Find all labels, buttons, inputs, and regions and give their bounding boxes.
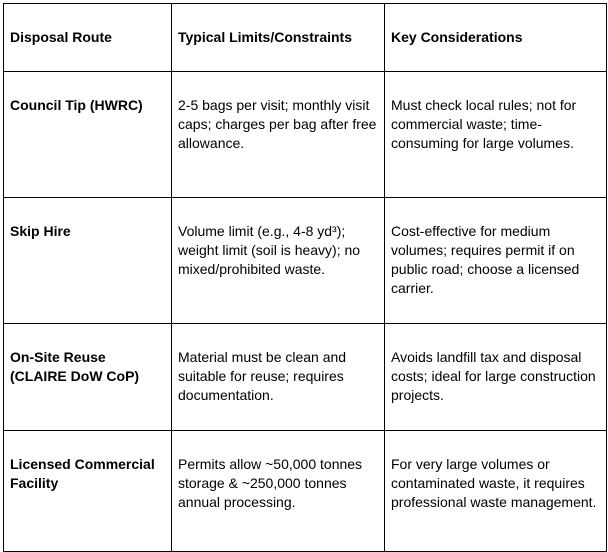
header-disposal-route: Disposal Route: [4, 4, 172, 72]
table-row: [4, 324, 607, 431]
header-typical-limits: Typical Limits/Constraints: [172, 4, 385, 72]
table-row: [4, 72, 607, 198]
table-row: [4, 198, 607, 324]
limits-cell: 2-5 bags per visit; monthly visit caps; charges per bag after free allowance.: [172, 72, 385, 198]
header-key-considerations: Key Considerations: [385, 4, 607, 72]
considerations-cell: Avoids landfill tax and disposal costs; ideal for large construction projects.: [385, 324, 607, 431]
route-cell: Skip Hire: [4, 198, 172, 324]
limits-cell: Volume limit (e.g., 4-8 yd³); weight limit (soil is heavy); no mixed/prohibited waste.: [172, 198, 385, 324]
disposal-routes-table: [3, 3, 607, 552]
limits-cell: Permits allow ~50,000 tonnes storage & ~250,000 tonnes annual processing.: [172, 431, 385, 552]
route-cell: Licensed Commercial Facility: [4, 431, 172, 552]
route-cell: On-Site Reuse (CLAIRE DoW CoP): [4, 324, 172, 431]
table-row: [4, 431, 607, 552]
considerations-cell: Must check local rules; not for commercial waste; time-consuming for large volumes.: [385, 72, 607, 198]
considerations-cell: For very large volumes or contaminated waste, it requires professional waste management.: [385, 431, 607, 552]
route-cell: Council Tip (HWRC): [4, 72, 172, 198]
considerations-cell: Cost-effective for medium volumes; requires permit if on public road; choose a licensed carrier.: [385, 198, 607, 324]
table-header-row: [4, 4, 607, 72]
limits-cell: Material must be clean and suitable for reuse; requires documentation.: [172, 324, 385, 431]
